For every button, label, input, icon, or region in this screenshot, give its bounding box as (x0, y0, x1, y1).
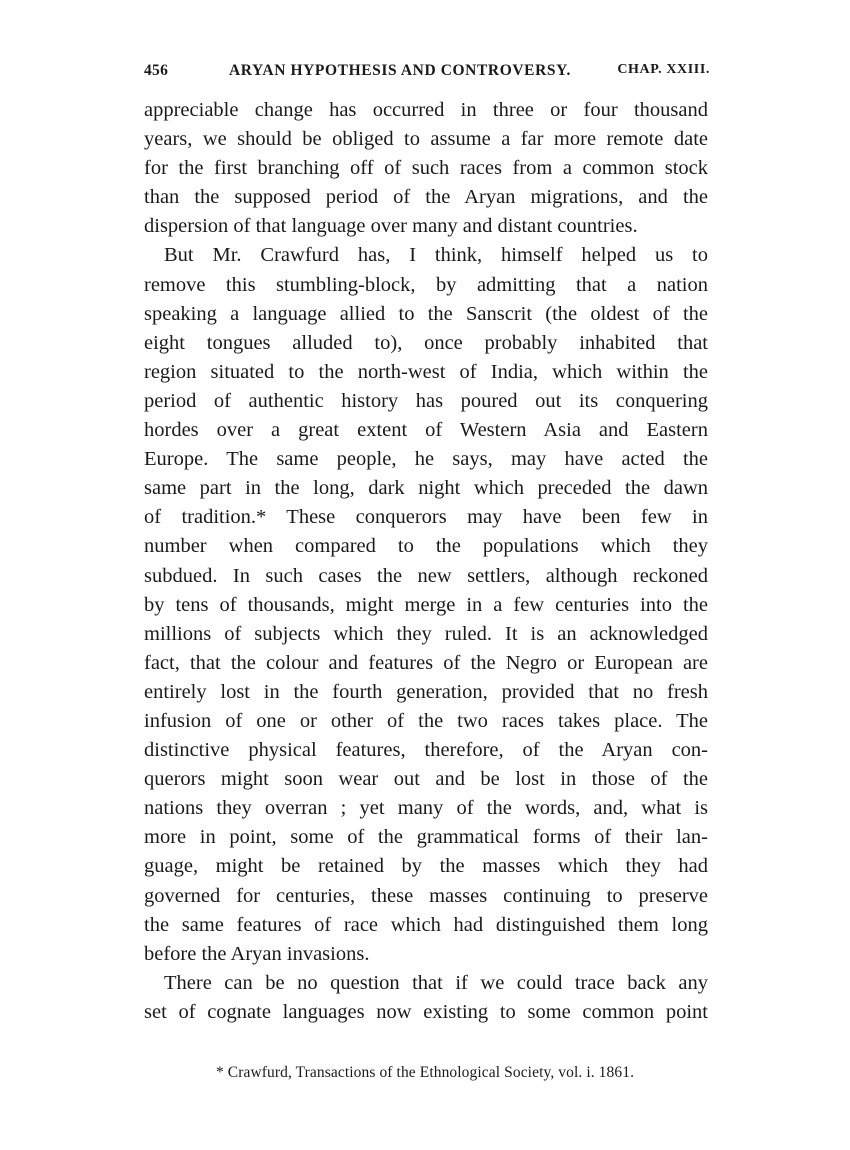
text-line: dispersion of that language over many and distant countries. (144, 215, 638, 238)
text-line: distinctive physical features, therefore, of the Aryan con- (144, 739, 708, 762)
running-title: ARYAN HYPOTHESIS AND CONTROVERSY. (229, 62, 571, 79)
text-line: region situated to the north-west of India, which within the (144, 360, 708, 383)
text-line: by tens of thousands, might merge in a few centuries into the (144, 593, 708, 616)
text-line: the same features of race which had distinguished them long (144, 913, 708, 936)
text-line: for the first branching off of such races from a common stock (144, 157, 708, 180)
text-line: set of cognate languages now existing to some common point (144, 1000, 708, 1023)
text-line: speaking a language allied to the Sanscrit (the oldest of the (144, 302, 708, 325)
text-line: remove this stumbling-block, by admitting that a nation (144, 273, 708, 296)
text-line: period of authentic history has poured out its conquering (144, 389, 708, 412)
text-line: years, we should be obliged to assume a far more remote date (144, 128, 708, 151)
running-head (144, 62, 710, 86)
text-line: hordes over a great extent of Western Asia and Eastern (144, 419, 708, 442)
text-line: There can be no question that if we could trace back any (164, 971, 708, 994)
text-line: nations they overran ; yet many of the words, and, what is (144, 797, 708, 820)
text-line: same part in the long, dark night which preceded the dawn (144, 477, 708, 500)
body-text (144, 96, 708, 1027)
chapter-reference: CHAP. XXIII. (617, 62, 710, 77)
text-line: eight tongues alluded to), once probably inhabited that (144, 331, 708, 354)
text-line: But Mr. Crawfurd has, I think, himself helped us to (164, 244, 708, 267)
text-line: governed for centuries, these masses continuing to preserve (144, 884, 708, 907)
text-line: infusion of one or other of the two races takes place. The (144, 709, 708, 732)
page-number: 456 (144, 62, 169, 79)
text-line: guage, might be retained by the masses which they had (144, 855, 708, 878)
text-line: Europe. The same people, he says, may have acted the (144, 448, 708, 471)
text-line: of tradition.* These conquerors may have been few in (144, 506, 708, 529)
footnote: * Crawfurd, Transactions of the Ethnological Society, vol. i. 1861. (215, 1064, 635, 1081)
text-line: millions of subjects which they ruled. It is an acknowledged (144, 622, 708, 645)
text-line: number when compared to the populations which they (144, 535, 708, 558)
text-line: before the Aryan invasions. (144, 942, 370, 965)
text-line: entirely lost in the fourth generation, provided that no fresh (144, 680, 708, 703)
text-line: querors might soon wear out and be lost in those of the (144, 768, 708, 791)
text-line: than the supposed period of the Aryan migrations, and the (144, 186, 708, 209)
text-line: subdued. In such cases the new settlers, although reckoned (144, 564, 708, 587)
text-line: more in point, some of the grammatical forms of their lan- (144, 826, 708, 849)
text-line: appreciable change has occurred in three or four thousand (144, 99, 708, 121)
text-line: fact, that the colour and features of the Negro or European are (144, 651, 708, 674)
